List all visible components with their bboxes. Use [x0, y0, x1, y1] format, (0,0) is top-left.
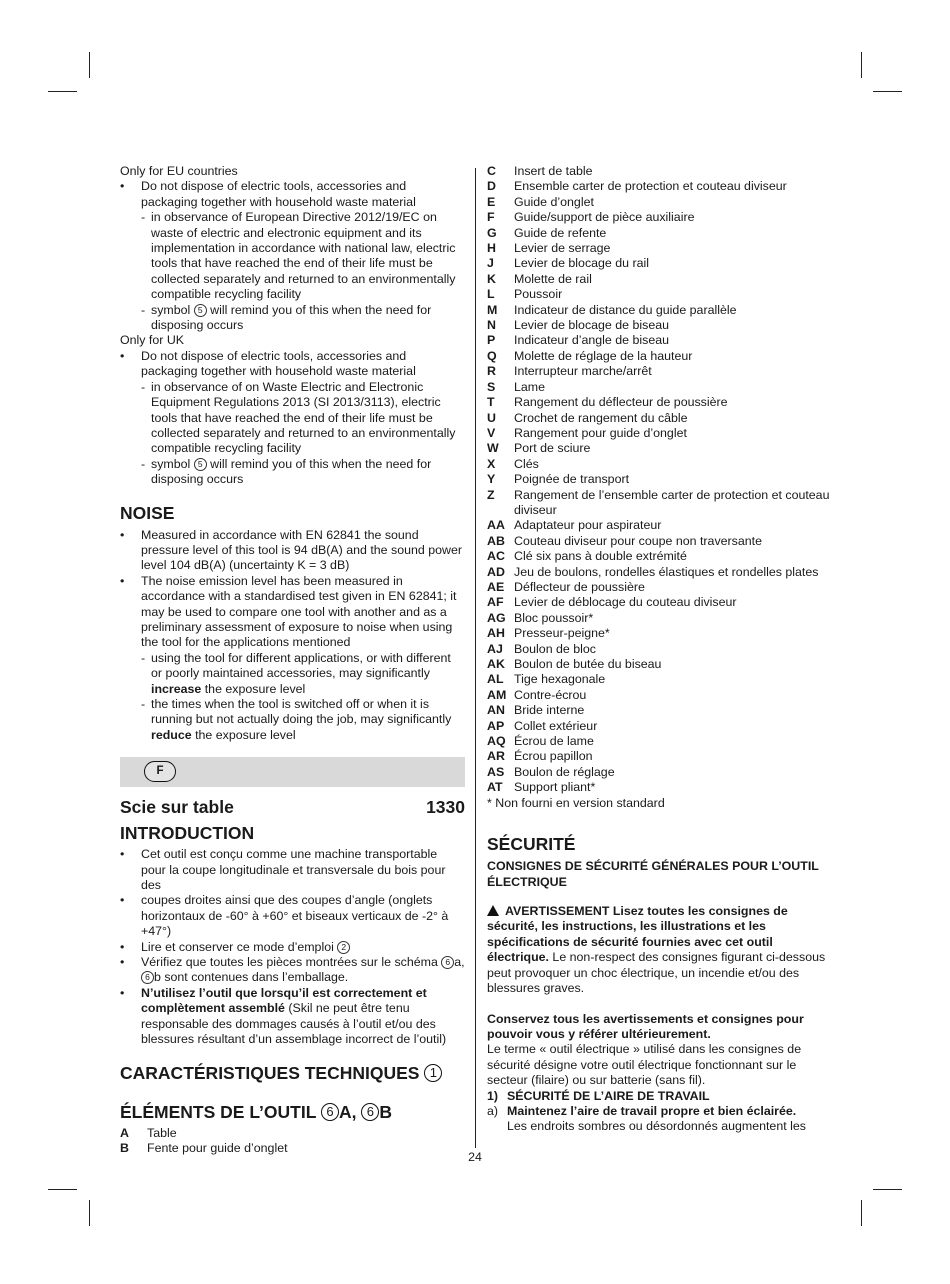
- part-key: Q: [487, 348, 497, 363]
- part-key: AP: [487, 718, 505, 733]
- part-key: AB: [487, 533, 505, 548]
- part-key: F: [487, 210, 495, 225]
- part-item: [487, 549, 832, 564]
- safety-subheading: CONSIGNES DE SÉCURITÉ GÉNÉRALES POUR L’OUTIL ÉLECTRIQUE: [487, 859, 819, 890]
- part-key: R: [487, 364, 496, 379]
- part-item: [487, 534, 832, 549]
- uk-heading: Only for UK: [120, 333, 185, 348]
- part-key: AL: [487, 672, 504, 687]
- part-item: [487, 226, 832, 241]
- text: the exposure level: [191, 727, 296, 742]
- text: Le non-respect des consignes figurant ci-dessous peut provoquer un choc électrique, un incendie et/ou des blessures graves.: [487, 950, 826, 996]
- part-item: [487, 395, 832, 410]
- part-item: [487, 364, 832, 379]
- part-item: [487, 272, 832, 287]
- part-label: Levier de blocage du rail: [514, 256, 650, 271]
- part-item: [487, 703, 832, 718]
- part-label: Levier de blocage de biseau: [514, 318, 669, 333]
- part-item: [487, 765, 832, 780]
- language-bar: [120, 757, 465, 787]
- part-item: [487, 380, 832, 395]
- text: (Skil ne peut être tenu responsable des dommages causés à l’outil et/ou des blessures résultant d’un assemblage incorrect de l’outil): [141, 1001, 447, 1047]
- text: will remind you of this when the need for disposing occurs: [151, 456, 432, 487]
- noise-sub-1: [120, 651, 465, 697]
- part-key: AS: [487, 764, 505, 779]
- part-item: [487, 780, 832, 795]
- part-label: Rangement du déflecteur de poussière: [514, 395, 728, 410]
- part-item: [120, 1126, 465, 1141]
- crop-mark: [89, 1200, 90, 1226]
- part-label: Boulon de bloc: [514, 641, 596, 656]
- part-item: [487, 457, 832, 472]
- part-label: Ensemble carter de protection et couteau diviseur: [514, 179, 787, 194]
- part-label: Clé six pans à double extrémité: [514, 549, 687, 564]
- uk-sub-1: - in observance of on Waste Electric and Electronic Equipment Regulations 2013 (SI 2013/3113), electric tools that have reached the end of their life must be collected separately and returned to an environmentally compatible recycling facility: [120, 380, 465, 457]
- part-label: Boulon de butée du biseau: [514, 657, 662, 671]
- part-key: AT: [487, 780, 503, 795]
- part-label: Boulon de réglage: [514, 764, 615, 779]
- section-title: SÉCURITÉ DE L’AIRE DE TRAVAIL: [507, 1088, 710, 1103]
- part-label: Indicateur de distance du guide parallèle: [514, 302, 737, 317]
- bold-text: reduce: [151, 727, 192, 742]
- intro-bullet-4: [120, 955, 465, 986]
- part-label: Rangement pour guide d’onglet: [514, 425, 687, 440]
- part-item: [487, 657, 832, 672]
- text: the exposure level: [201, 681, 306, 696]
- noise-bullet-2: • The noise emission level has been measured in accordance with a standardised test given in EN 62841; it may be used to compare one tool with another and as a preliminary assessment of exposure to noise when using the tool for the applications mentioned: [120, 574, 465, 651]
- crop-mark: [861, 52, 862, 78]
- part-key: S: [487, 379, 496, 394]
- bold-text: Conservez tous les avertissements et consignes pour pouvoir vous y référer ultérieurement.: [487, 1011, 804, 1041]
- bold-text: AVERTISSEMENT Lisez toutes les consignes de sécurité, les instructions, les illustrations et les spécifications de sécurité fournies avec cet outil électrique.: [487, 904, 788, 965]
- part-label: Levier de serrage: [514, 241, 611, 256]
- circled-number: 2: [337, 941, 350, 954]
- section-number: 1): [487, 1088, 499, 1103]
- part-key: Z: [487, 487, 495, 502]
- product-name: Scie sur table: [120, 797, 234, 818]
- part-item: [487, 287, 832, 302]
- part-label: Port de sciure: [514, 441, 591, 456]
- part-label: Écrou de lame: [514, 734, 594, 749]
- part-item: [487, 303, 832, 318]
- part-item: [487, 749, 832, 764]
- language-badge: F: [144, 761, 176, 782]
- footnote: * Non fourni en version standard: [487, 795, 665, 810]
- part-key: AC: [487, 549, 505, 564]
- part-label: Guide d’onglet: [514, 194, 594, 209]
- part-label: Contre-écrou: [514, 687, 587, 702]
- part-label: Couteau diviseur pour coupe non traversante: [514, 533, 762, 548]
- part-label: Bloc poussoir*: [514, 610, 594, 625]
- part-item: [487, 164, 832, 179]
- part-key: AF: [487, 595, 504, 610]
- part-item: [487, 642, 832, 657]
- crop-mark: [873, 91, 902, 92]
- circled-number: 6: [141, 971, 154, 984]
- part-key: A: [120, 1125, 129, 1140]
- part-key: B: [120, 1140, 129, 1155]
- part-key: AJ: [487, 641, 503, 656]
- part-label: Crochet de rangement du câble: [514, 410, 688, 425]
- text: A,: [338, 1101, 362, 1122]
- uk-sub-2: [120, 457, 465, 488]
- part-key: K: [487, 271, 496, 286]
- part-label: Table: [147, 1125, 177, 1140]
- part-item: [487, 488, 832, 519]
- part-item: [487, 595, 832, 610]
- bold-text: increase: [151, 681, 202, 696]
- part-item: [487, 719, 832, 734]
- part-label: Collet extérieur: [514, 718, 598, 733]
- part-item: [487, 441, 832, 456]
- circled-number: 5: [194, 458, 207, 471]
- part-label: Guide de refente: [514, 225, 607, 240]
- part-key: AE: [487, 579, 505, 594]
- part-key: C: [487, 164, 496, 178]
- part-key: D: [487, 179, 496, 194]
- part-item: [487, 411, 832, 426]
- section-1: [487, 1089, 832, 1104]
- part-label: Insert de table: [514, 164, 593, 178]
- column-divider: [475, 168, 476, 1148]
- safety-heading: SÉCURITÉ: [487, 834, 576, 855]
- part-item: [487, 472, 832, 487]
- eu-heading: Only for EU countries: [120, 164, 238, 178]
- item-letter: a): [487, 1103, 499, 1118]
- part-label: Presseur-peigne*: [514, 626, 610, 641]
- left-column: [120, 164, 465, 1156]
- part-key: AN: [487, 703, 505, 718]
- part-label: Support pliant*: [514, 780, 596, 795]
- intro-bullet-1: • Cet outil est conçu comme une machine transportable pour la coupe longitudinale et transversale du bois pour des: [120, 847, 465, 893]
- part-key: Y: [487, 472, 496, 487]
- part-key: AH: [487, 626, 505, 641]
- part-key: V: [487, 425, 496, 440]
- term-paragraph: Le terme « outil électrique » utilisé dans les consignes de sécurité désigne votre outil électrique fonctionnant sur le secteur (filaire) ou sur batterie (sans fil).: [487, 1042, 802, 1088]
- part-item: [487, 349, 832, 364]
- part-label: Indicateur d’angle de biseau: [514, 333, 669, 348]
- part-key: G: [487, 225, 497, 240]
- part-item: [487, 688, 832, 703]
- part-label: Interrupteur marche/arrêt: [514, 364, 652, 379]
- part-key: X: [487, 456, 496, 471]
- keep-paragraph: [487, 1012, 832, 1043]
- bold-text: Maintenez l’aire de travail propre et bien éclairée.: [507, 1103, 797, 1118]
- text: symbol: [151, 302, 194, 317]
- circled-number: 6: [361, 1103, 379, 1121]
- part-label: Écrou papillon: [514, 749, 593, 764]
- part-label: Levier de déblocage du couteau diviseur: [514, 595, 737, 610]
- part-item: [487, 318, 832, 333]
- part-item: [487, 256, 832, 271]
- part-item: [487, 580, 832, 595]
- part-label: Rangement de l’ensemble carter de protection et couteau diviseur: [514, 487, 830, 517]
- parts-list: [487, 164, 832, 796]
- part-item: [487, 241, 832, 256]
- uk-bullet: • Do not dispose of electric tools, accessories and packaging together with household waste material: [120, 349, 465, 380]
- part-item: [487, 195, 832, 210]
- part-key: P: [487, 333, 496, 348]
- text: symbol: [151, 456, 194, 471]
- part-key: AK: [487, 657, 505, 671]
- intro-bullet-2: • coupes droites ainsi que des coupes d’angle (onglets horizontaux de -60° à +60° et biseaux verticaux de -2° à +47°): [120, 893, 465, 939]
- text: B: [379, 1101, 392, 1122]
- part-item: [487, 672, 832, 687]
- text: Les endroits sombres ou désordonnés augmentent les: [507, 1119, 806, 1134]
- part-item: [487, 426, 832, 441]
- part-label: Déflecteur de poussière: [514, 579, 645, 594]
- eu-sub-2: [120, 303, 465, 334]
- part-label: Poussoir: [514, 287, 563, 302]
- part-key: L: [487, 287, 495, 302]
- noise-heading: NOISE: [120, 502, 175, 523]
- crop-mark: [873, 1189, 902, 1190]
- part-label: Bride interne: [514, 703, 585, 718]
- noise-sub-2: [120, 697, 465, 743]
- part-label: Clés: [514, 456, 539, 471]
- part-key: AM: [487, 687, 507, 702]
- text: Vérifiez que toutes les pièces montrées sur le schéma: [141, 955, 442, 970]
- text: CARACTÉRISTIQUES TECHNIQUES: [120, 1062, 425, 1083]
- page-number: 24: [468, 1150, 482, 1164]
- part-key: N: [487, 318, 496, 333]
- text: Lire et conserver ce mode d’emploi: [141, 939, 338, 954]
- noise-bullet-1: • Measured in accordance with EN 62841 the sound pressure level of this tool is 94 dB(A) and the sound power level 104 dB(A) (uncertainty K = 3 dB): [120, 528, 465, 574]
- part-item: [487, 565, 832, 580]
- part-item: [487, 611, 832, 626]
- part-label: Jeu de boulons, rondelles élastiques et rondelles plates: [514, 564, 819, 579]
- crop-mark: [48, 1189, 77, 1190]
- part-key: AA: [487, 518, 505, 533]
- part-key: M: [487, 302, 498, 317]
- part-key: W: [487, 441, 499, 456]
- item-text: [507, 1104, 806, 1135]
- part-label: Guide/support de pièce auxiliaire: [514, 210, 695, 225]
- tech-heading: [120, 1062, 465, 1084]
- part-label: Poignée de transport: [514, 472, 630, 487]
- text: ÉLÉMENTS DE L’OUTIL: [120, 1101, 321, 1122]
- part-label: Adaptateur pour aspirateur: [514, 518, 662, 533]
- part-key: AD: [487, 564, 505, 579]
- warning-paragraph: [487, 904, 832, 996]
- intro-heading: INTRODUCTION: [120, 823, 255, 844]
- text: using the tool for different applications, or with different or poorly maintained accessories, may significantly: [151, 650, 451, 681]
- text: will remind you of this when the need for disposing occurs: [151, 302, 432, 333]
- part-label: Molette de réglage de la hauteur: [514, 348, 693, 363]
- circled-number: 1: [424, 1064, 442, 1082]
- part-key: J: [487, 256, 494, 271]
- circled-number: 5: [194, 304, 207, 317]
- part-item: [487, 518, 832, 533]
- part-key: AQ: [487, 734, 506, 749]
- text: the times when the tool is switched off or when it is running but not actually doing the job, may significantly: [151, 697, 452, 727]
- elements-heading: [120, 1101, 465, 1123]
- bold-text: N’utilisez l’outil que lorsqu’il est correctement et complètement assemblé: [141, 985, 427, 1016]
- part-key: H: [487, 241, 496, 256]
- part-key: AR: [487, 749, 505, 764]
- item-a: [487, 1104, 832, 1135]
- part-key: T: [487, 395, 495, 410]
- right-column: [487, 164, 832, 1135]
- part-label: Molette de rail: [514, 271, 592, 286]
- part-key: E: [487, 194, 496, 209]
- circled-number: 6: [441, 956, 454, 969]
- intro-bullet-3: [120, 940, 465, 955]
- part-item: [487, 734, 832, 749]
- part-label: Lame: [514, 379, 545, 394]
- part-key: AG: [487, 610, 506, 625]
- product-title-row: [120, 796, 465, 818]
- part-key: U: [487, 410, 496, 425]
- eu-bullet: • Do not dispose of electric tools, accessories and packaging together with household waste material: [120, 179, 465, 210]
- text: a,: [454, 955, 465, 970]
- circled-number: 6: [321, 1103, 339, 1121]
- part-label: Tige hexagonale: [514, 672, 606, 687]
- product-number: 1330: [426, 797, 465, 818]
- crop-mark: [48, 91, 77, 92]
- part-label: Fente pour guide d’onglet: [147, 1140, 288, 1155]
- part-item: [487, 626, 832, 641]
- part-item: [487, 333, 832, 348]
- crop-mark: [89, 52, 90, 78]
- crop-mark: [861, 1200, 862, 1226]
- part-item: [487, 210, 832, 225]
- warning-icon: [487, 905, 499, 916]
- part-item: [487, 179, 832, 194]
- text: b sont contenues dans l’emballage.: [154, 970, 349, 985]
- intro-bullet-5: [120, 986, 465, 1048]
- eu-sub-1: - in observance of European Directive 2012/19/EC on waste of electric and electronic equipment and its implementation in accordance with national law, electric tools that have reached the end of their life must be collected separately and returned to an environmentally compatible recycling facility: [120, 210, 465, 302]
